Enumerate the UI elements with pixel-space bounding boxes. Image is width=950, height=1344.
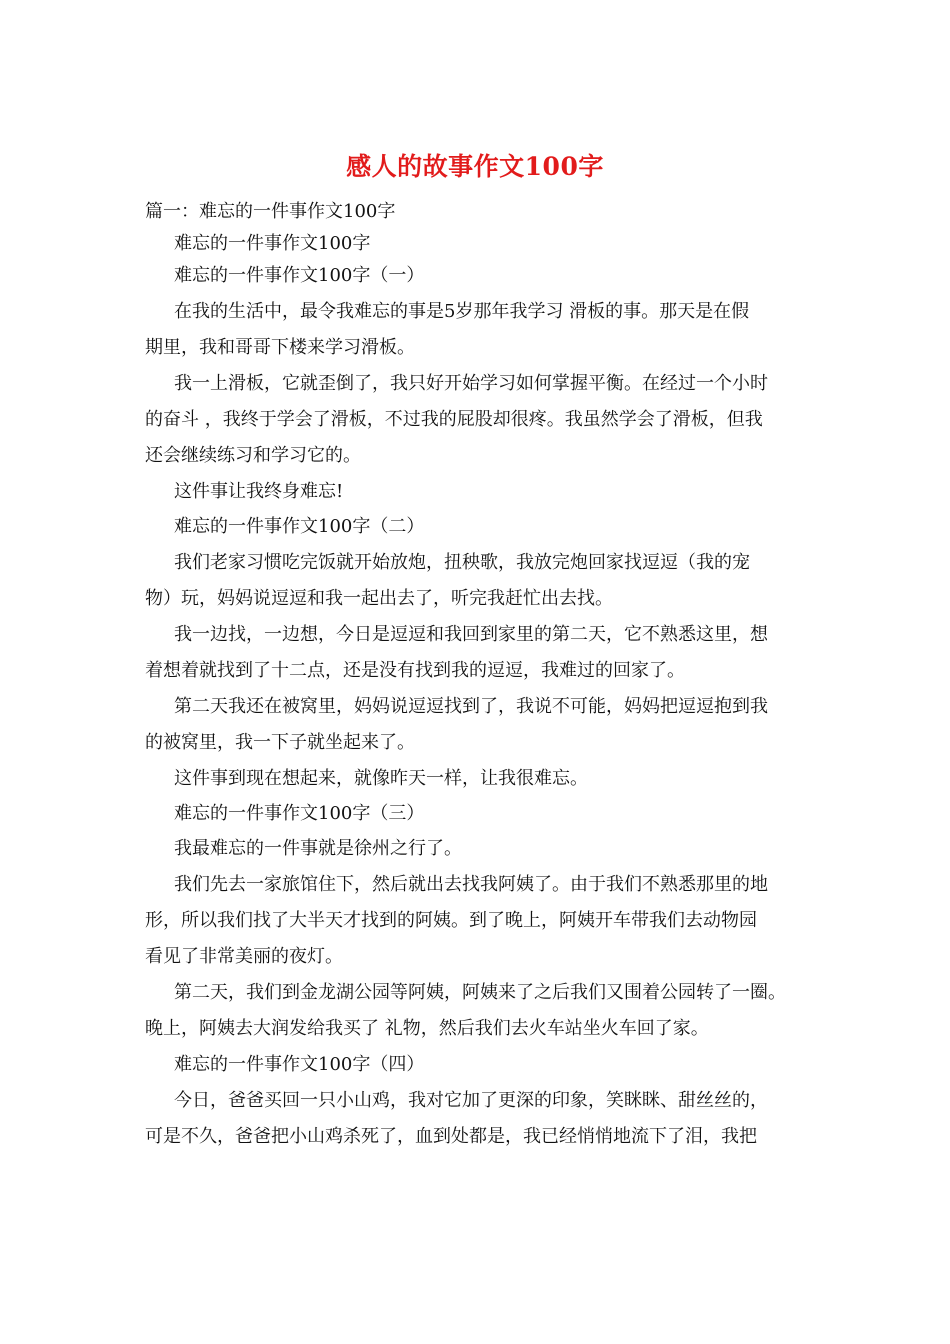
paragraph-line: 我一边找，一边想，今日是逗逗和我回到家里的第二天，它不熟悉这里，想 [174, 624, 768, 645]
paragraph-line: 期里，我和哥哥下楼来学习滑板。 [145, 337, 415, 358]
document-title: 感人的故事作文100字 [346, 152, 604, 181]
paragraph-line: 我们老家习惯吃完饭就开始放炮，扭秧歌，我放完炮回家找逗逗（我的宠 [174, 552, 750, 573]
paragraph-line: 晚上，阿姨去大润发给我买了 礼物，然后我们去火车站坐火车回了家。 [145, 1018, 709, 1039]
paragraph-line: 还会继续练习和学习它的。 [145, 445, 361, 466]
document-body [145, 196, 825, 1153]
section-heading: 篇一：难忘的一件事作文100字 [145, 201, 396, 222]
paragraph-line: 我最难忘的一件事就是徐州之行了。 [174, 838, 462, 859]
paragraph-line: 我一上滑板，它就歪倒了，我只好开始学习如何掌握平衡。在经过一个小时 [174, 373, 768, 394]
paragraph-line: 的被窝里，我一下子就坐起来了。 [145, 732, 415, 753]
paragraph-line: 的奋斗 ，我终于学会了滑板，不过我的屁股却很疼。我虽然学会了滑板，但我 [145, 409, 763, 430]
paragraph-line: 我们先去一家旅馆住下，然后就出去找我阿姨了。由于我们不熟悉那里的地 [174, 874, 768, 895]
paragraph-line: 第二天我还在被窝里，妈妈说逗逗找到了，我说不可能，妈妈把逗逗抱到我 [174, 696, 768, 717]
subheading: 难忘的一件事作文100字（四） [174, 1054, 425, 1075]
paragraph-line: 这件事到现在想起来，就像昨天一样，让我很难忘。 [174, 768, 588, 789]
subheading: 难忘的一件事作文100字（一） [174, 265, 425, 286]
paragraph-line: 可是不久，爸爸把小山鸡杀死了，血到处都是，我已经悄悄地流下了泪，我把 [145, 1126, 757, 1147]
paragraph-line: 今日，爸爸买回一只小山鸡，我对它加了更深的印象，笑眯眯、甜丝丝的， [174, 1090, 768, 1111]
paragraph-line: 形，所以我们找了大半天才找到的阿姨。到了晚上，阿姨开车带我们去动物园 [145, 910, 757, 931]
paragraph-line: 物）玩，妈妈说逗逗和我一起出去了，听完我赶忙出去找。 [145, 588, 613, 609]
subheading: 难忘的一件事作文100字 [174, 233, 371, 254]
subheading: 难忘的一件事作文100字（三） [174, 803, 425, 824]
paragraph-line: 这件事让我终身难忘! [174, 481, 344, 502]
subheading: 难忘的一件事作文100字（二） [174, 516, 425, 537]
paragraph-line: 在我的生活中，最令我难忘的事是5岁那年我学习 滑板的事。那天是在假 [174, 301, 750, 322]
paragraph-line: 着想着就找到了十二点，还是没有找到我的逗逗，我难过的回家了。 [145, 660, 685, 681]
paragraph-line: 第二天，我们到金龙湖公园等阿姨，阿姨来了之后我们又围着公园转了一圈。 [174, 982, 786, 1003]
paragraph-line: 看见了非常美丽的夜灯。 [145, 946, 343, 967]
